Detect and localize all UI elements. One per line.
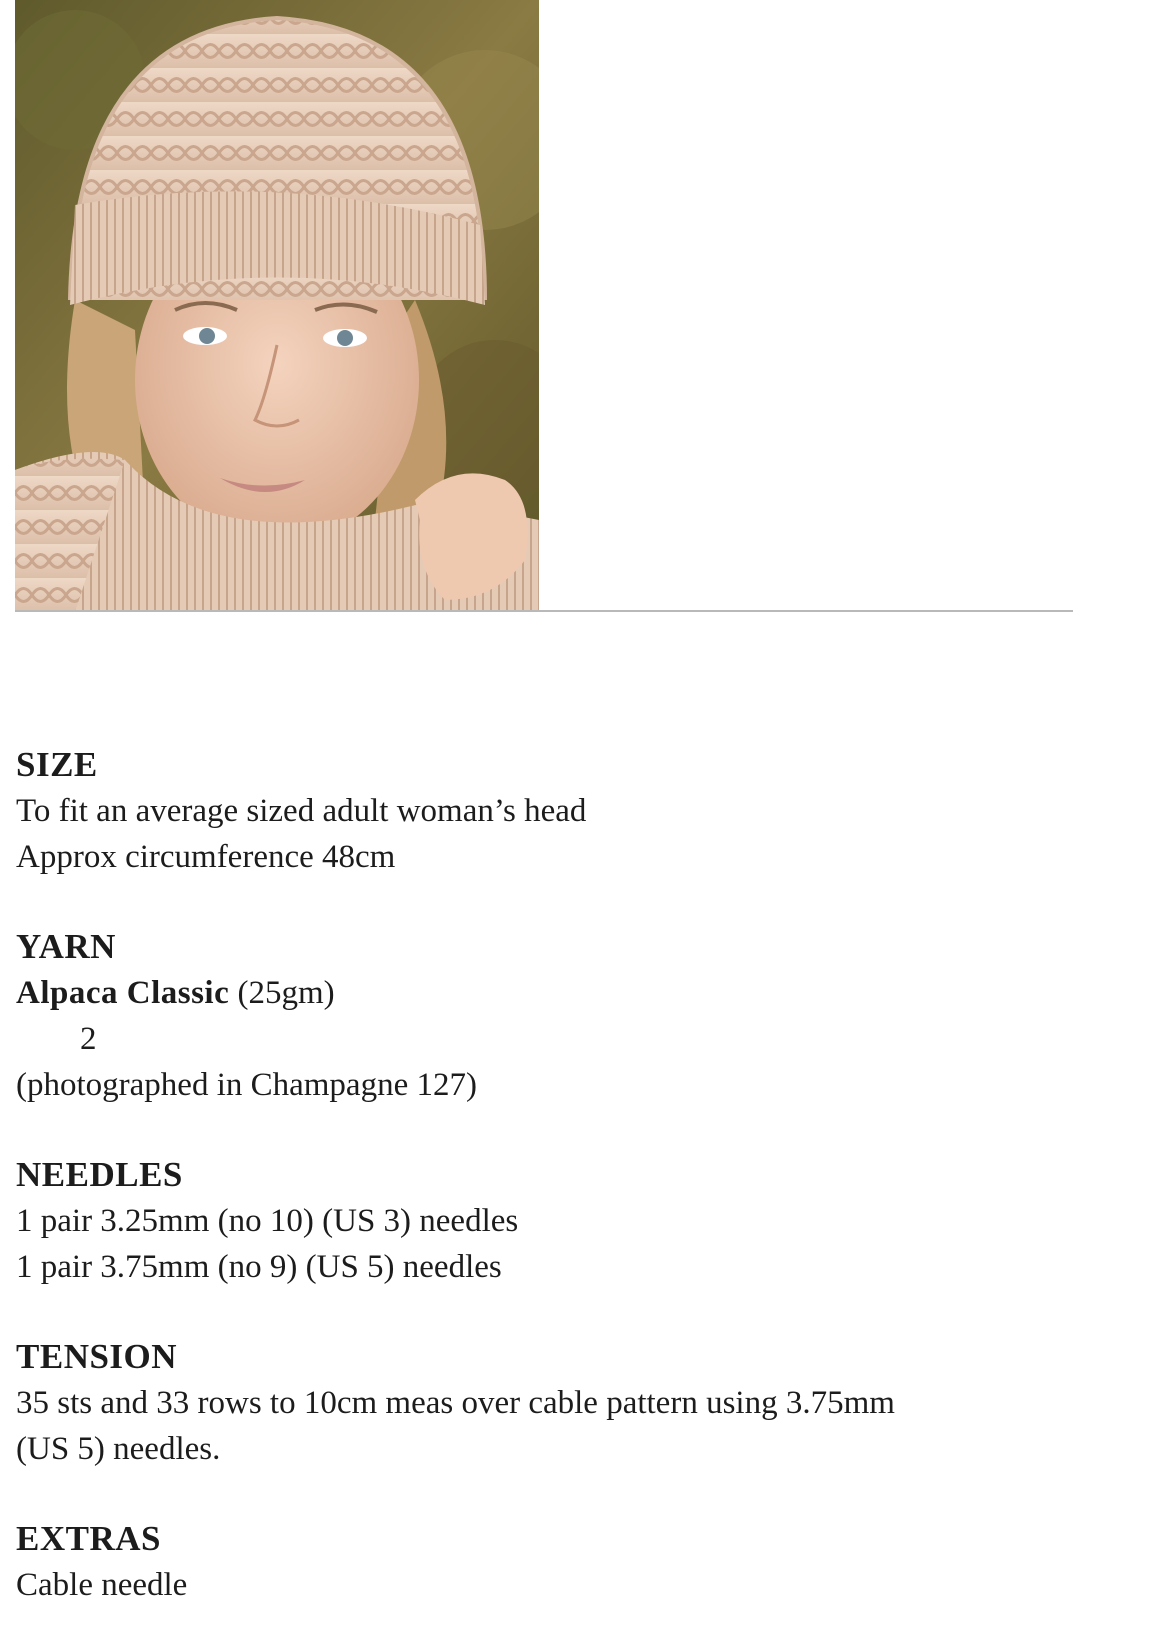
needles-line: 1 pair 3.25mm (no 10) (US 3) needles xyxy=(16,1203,519,1239)
divider-line xyxy=(15,610,1073,612)
yarn-heading: YARN xyxy=(16,927,116,966)
extras-line: Cable needle xyxy=(16,1567,188,1603)
needles-section xyxy=(16,1152,1116,1290)
tension-line: (US 5) needles. xyxy=(16,1431,221,1467)
yarn-quantity: 2 xyxy=(80,1021,97,1057)
yarn-section xyxy=(16,924,1116,1108)
extras-heading: EXTRAS xyxy=(16,1519,161,1558)
tension-section xyxy=(16,1334,1116,1472)
yarn-note: (photographed in Champagne 127) xyxy=(16,1067,477,1103)
yarn-line xyxy=(16,970,1116,1016)
size-line: Approx circumference 48cm xyxy=(16,839,396,875)
tension-heading: TENSION xyxy=(16,1337,178,1376)
yarn-weight: (25gm) xyxy=(237,975,335,1011)
size-line: To fit an average sized adult woman’s head xyxy=(16,793,587,829)
needles-line: 1 pair 3.75mm (no 9) (US 5) needles xyxy=(16,1249,502,1285)
size-section xyxy=(16,742,1116,880)
needles-heading: NEEDLES xyxy=(16,1155,183,1194)
hero-photo xyxy=(15,0,539,612)
size-heading: SIZE xyxy=(16,745,98,784)
tension-line: 35 sts and 33 rows to 10cm meas over cable pattern using 3.75mm xyxy=(16,1385,895,1421)
extras-section xyxy=(16,1516,1116,1608)
pattern-details xyxy=(16,742,1116,1652)
yarn-name: Alpaca Classic xyxy=(16,975,230,1011)
